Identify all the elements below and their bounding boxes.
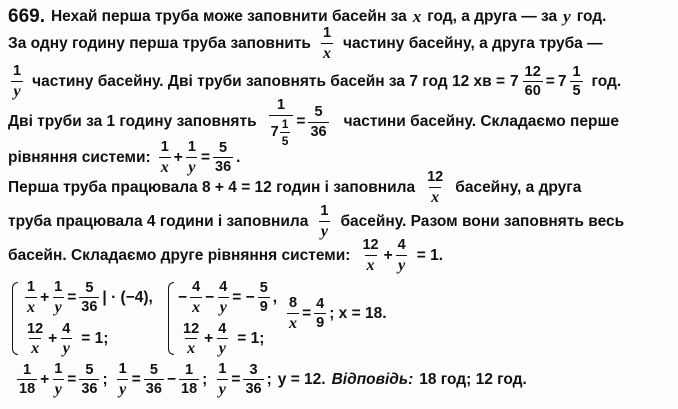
fraction	[144, 363, 164, 397]
fraction	[216, 322, 228, 358]
denominator: x	[431, 188, 440, 206]
fraction	[60, 322, 72, 358]
system-row	[22, 322, 153, 358]
fraction	[117, 362, 129, 398]
denominator: x	[289, 314, 298, 332]
whole-part: 7	[270, 123, 279, 140]
denominator: x	[160, 158, 169, 176]
denominator: x	[366, 256, 375, 274]
denominator: 5	[281, 133, 289, 148]
denominator: y	[13, 82, 21, 100]
text: Перша труба працювала 8 + 4 = 12 годин і заповнила	[8, 178, 416, 196]
denominator: y	[62, 340, 70, 357]
denominator: y	[188, 158, 196, 176]
numerator: 1	[54, 279, 63, 295]
fraction	[570, 65, 582, 99]
numerator: 1	[322, 25, 332, 41]
line-3	[8, 64, 670, 100]
line-1	[8, 6, 670, 28]
text: басейну, а друга	[455, 178, 582, 196]
whole-part: 7	[557, 72, 567, 90]
equals-sign: = −	[232, 288, 255, 306]
text: басейну. Разом вони заповнять весь	[340, 212, 625, 230]
numerator: 4	[192, 279, 201, 295]
line-7	[8, 204, 670, 240]
equals-sign: =	[302, 304, 312, 322]
plus-sign: +	[173, 148, 183, 166]
numerator: 5	[259, 279, 268, 296]
text: частину басейну. Дві труби заповнять басейн за 7 год 12 хв =	[32, 72, 506, 90]
denominator: y	[218, 340, 226, 357]
system-row	[178, 322, 277, 358]
numerator: 1	[185, 361, 194, 378]
numerator: 4	[62, 320, 71, 337]
denominator: 60	[524, 83, 541, 100]
multiplier: | · (−4),	[102, 288, 153, 306]
denominator: y	[219, 298, 227, 316]
denominator: y	[398, 256, 406, 274]
fraction	[52, 280, 64, 316]
answer-value: 18 год; 12 год.	[419, 370, 527, 388]
text: рівняння системи:	[8, 148, 151, 166]
denominator: y	[320, 222, 328, 240]
fraction	[179, 363, 199, 397]
numerator: 1	[13, 63, 22, 79]
separator: ;	[102, 370, 108, 388]
denominator: x	[31, 340, 40, 357]
fraction	[360, 238, 380, 274]
denominator: 36	[81, 299, 98, 316]
numerator: 1	[187, 139, 196, 155]
numerator: 1	[572, 63, 581, 80]
equals-sign: =	[67, 288, 77, 306]
numerator: 1	[218, 361, 227, 377]
var-y: y	[563, 7, 571, 26]
period: .	[236, 148, 241, 166]
fraction	[11, 64, 23, 100]
fraction	[17, 363, 37, 397]
fraction	[25, 280, 37, 316]
equals-sign: =	[545, 72, 555, 90]
final-line	[14, 362, 527, 398]
fraction	[258, 281, 270, 315]
denominator: y	[119, 380, 127, 398]
system-row	[22, 280, 153, 316]
text: = 1.	[416, 246, 444, 264]
equals-sign: =	[200, 148, 210, 166]
answer-label: Відповідь:	[331, 370, 414, 388]
numerator: 1	[118, 361, 127, 377]
text: год, а друга — за	[427, 8, 558, 25]
equals-sign: =	[231, 370, 241, 388]
denominator: 9	[316, 315, 325, 332]
fraction	[52, 362, 64, 398]
numerator: 12	[27, 320, 44, 337]
numerator: 5	[149, 361, 158, 378]
denominator: x	[27, 298, 36, 316]
numerator: 12	[427, 169, 444, 185]
plus-sign: +	[204, 330, 214, 348]
minus-sign: −	[205, 288, 215, 306]
minus-sign: −	[178, 288, 188, 306]
equals-sign: =	[67, 370, 77, 388]
fraction	[216, 362, 228, 398]
plus-sign: +	[40, 370, 50, 388]
fraction	[217, 280, 229, 316]
equals-sign: =	[296, 113, 306, 131]
numerator: 1	[23, 361, 32, 378]
text: = 1;	[237, 330, 265, 348]
minus-sign: −	[166, 370, 176, 388]
line-6	[8, 170, 670, 206]
line-8	[8, 238, 670, 274]
fraction	[181, 322, 201, 358]
fraction	[79, 281, 99, 315]
denominator: x	[187, 340, 196, 357]
text: = 1;	[81, 330, 109, 348]
plus-sign: +	[40, 288, 50, 306]
separator: ;	[266, 370, 272, 388]
mixed-number	[558, 65, 586, 99]
numerator: 12	[524, 63, 541, 80]
numerator: 4	[218, 320, 227, 337]
numerator: 5	[314, 104, 323, 121]
denominator: 18	[181, 381, 198, 398]
text: За одну годину перша труба заповнить	[8, 34, 311, 52]
denominator: 36	[81, 381, 98, 398]
denominator: x	[192, 298, 201, 316]
denominator: 36	[215, 159, 232, 176]
denominator: y	[54, 380, 62, 398]
denominator: 5	[572, 83, 581, 100]
whole-part: 7	[510, 72, 519, 90]
numerator: 1	[54, 361, 63, 377]
numerator: 5	[85, 279, 94, 296]
fraction	[425, 170, 445, 206]
comma: ,	[272, 288, 278, 306]
text: год.	[576, 8, 607, 25]
fraction	[243, 363, 263, 397]
denominator: 18	[19, 381, 36, 398]
separator: ;	[202, 370, 208, 388]
system-row	[178, 280, 277, 316]
numerator: 4	[219, 279, 228, 295]
plus-sign: +	[48, 330, 58, 348]
numerator: 3	[249, 361, 258, 378]
equation-system-1	[12, 280, 153, 357]
denominator: y	[218, 380, 226, 398]
text: Дві труби за 1 годину заповнять	[8, 113, 257, 131]
text: частину басейну, а друга труба —	[343, 34, 603, 52]
fraction	[523, 65, 543, 99]
numerator: 4	[397, 237, 406, 253]
numerator: 12	[362, 237, 379, 253]
fraction	[321, 26, 333, 62]
mixed-number	[510, 65, 546, 99]
denominator: 36	[310, 123, 327, 140]
numerator: 5	[219, 139, 228, 156]
numerator: 1	[281, 116, 289, 131]
numerator: 4	[316, 295, 325, 312]
text: ; x = 18.	[329, 304, 387, 322]
denominator: x	[323, 44, 331, 62]
equals-sign: =	[131, 370, 141, 388]
fraction	[190, 280, 202, 316]
text: труба працювала 4 години і заповнила	[8, 212, 309, 230]
fraction	[287, 296, 299, 332]
result-x	[284, 296, 387, 332]
equation-system-2	[168, 280, 277, 357]
result-y: y = 12.	[277, 370, 326, 388]
denominator: y	[54, 298, 62, 316]
fraction	[79, 363, 99, 397]
fraction	[314, 297, 326, 331]
numerator: 1	[276, 97, 286, 113]
plus-sign: +	[383, 246, 393, 264]
text: год.	[591, 72, 622, 90]
problem-number: 669.	[8, 6, 45, 27]
text: басейн. Складаємо друге рівняння системи:	[8, 246, 351, 264]
denominator: 36	[245, 381, 262, 398]
numerator: 1	[160, 139, 169, 155]
line-2	[8, 26, 670, 62]
denominator: 36	[145, 381, 162, 398]
denominator: 9	[259, 299, 268, 316]
text: Нехай перша труба може заповнити басейн за	[50, 8, 407, 25]
numerator: 5	[85, 361, 94, 378]
fraction	[308, 105, 328, 139]
numerator: 1	[320, 203, 329, 219]
fraction	[25, 322, 45, 358]
numerator: 12	[183, 320, 200, 337]
numerator: 8	[289, 295, 298, 311]
var-x: x	[412, 7, 422, 26]
fraction	[396, 238, 408, 274]
text: частини басейну. Складаємо перше	[343, 113, 619, 131]
numerator: 1	[27, 279, 36, 295]
fraction	[318, 204, 330, 240]
